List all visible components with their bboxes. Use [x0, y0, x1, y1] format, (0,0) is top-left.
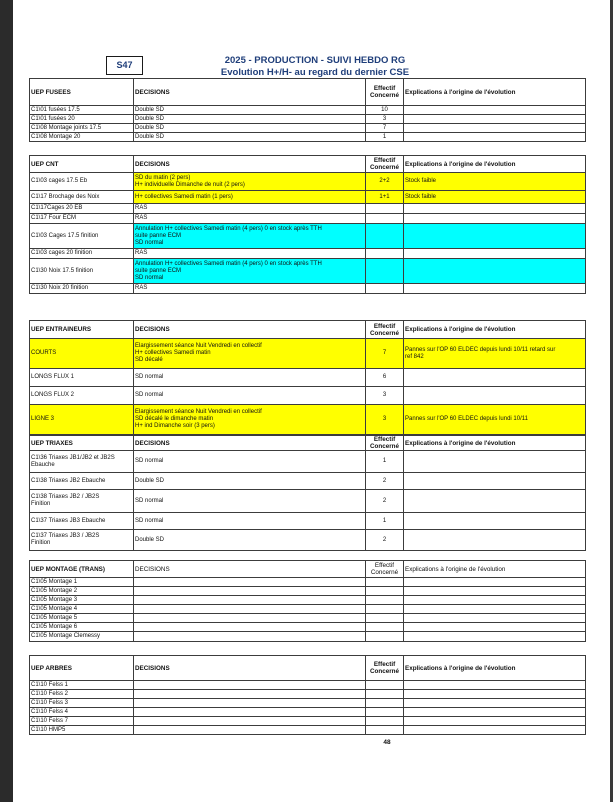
explanation-cell [404, 204, 586, 214]
unit-cell: C1\05 Montage 4 [30, 605, 134, 614]
table-row [30, 726, 586, 735]
document-title: 2025 - PRODUCTION - SUIVI HEBDO RG [224, 55, 406, 66]
table-row [30, 614, 586, 623]
explanation-cell [404, 632, 586, 642]
decisions-header: DECISIONS [134, 656, 366, 681]
decisions-header: DECISIONS [134, 79, 366, 106]
unit-cell: C1\05 Montage 5 [30, 614, 134, 623]
unit-cell: LIGNE 3 [30, 405, 134, 435]
explanation-cell [404, 249, 586, 259]
unit-cell: C1\10 Felss 3 [30, 699, 134, 708]
decision-cell: SD normal [134, 387, 366, 405]
headcount-header: Effectif Concerné [366, 436, 404, 451]
decision-cell [134, 596, 366, 605]
decision-cell [134, 726, 366, 735]
headcount-cell [366, 623, 404, 632]
unit-cell: LONGS FLUX 1 [30, 369, 134, 387]
explanation-header: Explications à l'origine de l'évolution [404, 79, 586, 106]
headcount-cell [366, 681, 404, 690]
section-table [29, 560, 586, 642]
headcount-cell: 7 [366, 124, 404, 133]
table-row [30, 623, 586, 632]
table-row [30, 578, 586, 587]
explanation-header: Explications à l'origine de l'évolution [404, 156, 586, 173]
table-row [30, 259, 586, 284]
table-row [30, 387, 586, 405]
table-row [30, 690, 586, 699]
headcount-cell: 2 [366, 530, 404, 551]
headcount-cell: 2 [366, 473, 404, 490]
decision-cell: Elargissement séance Nuit Vendredi en collectif H+ collectives Samedi matin SD décalé [134, 339, 366, 369]
section-table [29, 155, 586, 294]
decision-cell: Double SD [134, 133, 366, 142]
table-row [30, 490, 586, 513]
headcount-cell [366, 259, 404, 284]
week-label-box: S47 [106, 56, 143, 75]
table-row [30, 106, 586, 115]
unit-cell: C1\05 Montage 6 [30, 623, 134, 632]
decision-cell: RAS [134, 204, 366, 214]
explanation-cell [404, 124, 586, 133]
decision-cell: Elargissement séance Nuit Vendredi en collectif SD décalé le dimanche matin H+ ind Dimanche soir (3 pers) [134, 405, 366, 435]
viewer-left-edge [0, 0, 13, 802]
decision-cell: SD normal [134, 451, 366, 473]
unit-cell: C1\17Cages 20 EB [30, 204, 134, 214]
unit-cell: C1\17 Brochage des Noix [30, 191, 134, 204]
section-header-row [30, 79, 586, 106]
headcount-cell [366, 214, 404, 224]
unit-header: UEP FUSEES [30, 79, 134, 106]
headcount-cell [366, 690, 404, 699]
explanation-cell [404, 284, 586, 294]
explanation-cell [404, 708, 586, 717]
headcount-header: Effectif Concerné [366, 156, 404, 173]
decision-cell: Annulation H+ collectives Samedi matin (4 pers) 0 en stock après TTH suite panne ECM SD normal [134, 224, 366, 249]
unit-cell: C1\36 Triaxes JB1/JB2 et JB2S Ebauche [30, 451, 134, 473]
unit-header: UEP ENTRAINEURS [30, 321, 134, 339]
decisions-header: DECISIONS [134, 561, 366, 578]
explanation-cell [404, 473, 586, 490]
headcount-cell: 1 [366, 513, 404, 530]
section-table [29, 78, 586, 142]
table-row [30, 204, 586, 214]
unit-cell: C1\10 Felss 7 [30, 717, 134, 726]
explanation-cell [404, 106, 586, 115]
explanation-cell [404, 726, 586, 735]
decision-cell [134, 587, 366, 596]
decision-cell [134, 708, 366, 717]
explanation-header: Explications à l'origine de l'évolution [404, 321, 586, 339]
decision-cell: SD normal [134, 490, 366, 513]
explanation-cell [404, 115, 586, 124]
decision-cell: RAS [134, 214, 366, 224]
explanation-cell [404, 623, 586, 632]
headcount-header: Effectif Concerné [366, 561, 404, 578]
headcount-cell: 3 [366, 115, 404, 124]
section-header-row [30, 656, 586, 681]
decision-cell [134, 681, 366, 690]
table-row [30, 115, 586, 124]
headcount-header: Effectif Concerné [366, 656, 404, 681]
headcount-cell: 3 [366, 387, 404, 405]
unit-cell: C1\08 Montage joints 17.5 [30, 124, 134, 133]
explanation-cell [404, 605, 586, 614]
table-row [30, 133, 586, 142]
decision-cell: RAS [134, 284, 366, 294]
table-row [30, 530, 586, 551]
document-subtitle: Evolution H+/H- au regard du dernier CSE [220, 67, 410, 78]
table-row [30, 632, 586, 642]
section-table [29, 655, 586, 735]
explanation-cell [404, 387, 586, 405]
table-row [30, 513, 586, 530]
headcount-cell: 1 [366, 133, 404, 142]
headcount-cell [366, 224, 404, 249]
unit-cell: LONGS FLUX 2 [30, 387, 134, 405]
explanation-cell [404, 717, 586, 726]
unit-cell: C1\05 Montage 2 [30, 587, 134, 596]
unit-cell: C1\10 HMP5 [30, 726, 134, 735]
unit-header: UEP TRIAXES [30, 436, 134, 451]
explanation-cell [404, 614, 586, 623]
decisions-header: DECISIONS [134, 156, 366, 173]
unit-cell: COURTS [30, 339, 134, 369]
unit-cell: C1\38 Triaxes JB2 Ebauche [30, 473, 134, 490]
table-row [30, 369, 586, 387]
explanation-cell [404, 699, 586, 708]
headcount-cell [366, 614, 404, 623]
table-row [30, 124, 586, 133]
headcount-cell [366, 726, 404, 735]
decision-cell: Double SD [134, 530, 366, 551]
section-table [29, 435, 586, 551]
headcount-cell: 3 [366, 405, 404, 435]
explanation-cell [404, 681, 586, 690]
explanation-cell: Pannes sur l'OP 60 ELDEC depuis lundi 10/11 retard sur ref 842 [404, 339, 586, 369]
unit-cell: C1\38 Triaxes JB2 / JB2S Finition [30, 490, 134, 513]
decision-cell: Double SD [134, 115, 366, 124]
table-row [30, 173, 586, 191]
unit-header: UEP CNT [30, 156, 134, 173]
explanation-cell [404, 369, 586, 387]
table-row [30, 605, 586, 614]
explanation-cell [404, 530, 586, 551]
decision-cell: Double SD [134, 124, 366, 133]
section-table [29, 320, 586, 435]
headcount-cell: 2 [366, 490, 404, 513]
explanation-cell: Stock faible [404, 173, 586, 191]
decision-cell [134, 717, 366, 726]
section-header-row [30, 321, 586, 339]
headcount-cell [366, 204, 404, 214]
explanation-cell [404, 587, 586, 596]
table-row [30, 587, 586, 596]
headcount-cell [366, 717, 404, 726]
headcount-cell: 10 [366, 106, 404, 115]
decision-cell [134, 614, 366, 623]
explanation-header: Explications à l'origine de l'évolution [404, 561, 586, 578]
table-row [30, 681, 586, 690]
table-row [30, 249, 586, 259]
decision-cell [134, 623, 366, 632]
table-row [30, 224, 586, 249]
explanation-header: Explications à l'origine de l'évolution [404, 656, 586, 681]
explanation-cell: Pannes sur l'OP 60 ELDEC depuis lundi 10/11 [404, 405, 586, 435]
unit-cell: C1\10 Felss 2 [30, 690, 134, 699]
headcount-cell [366, 284, 404, 294]
table-row [30, 717, 586, 726]
unit-cell: C1\10 Felss 4 [30, 708, 134, 717]
decisions-header: DECISIONS [134, 321, 366, 339]
headcount-cell [366, 249, 404, 259]
decision-cell: Double SD [134, 473, 366, 490]
unit-cell: C1\05 Montage 1 [30, 578, 134, 587]
headcount-cell: 1+1 [366, 191, 404, 204]
unit-cell: C1\10 Felss 1 [30, 681, 134, 690]
section-header-row [30, 561, 586, 578]
decision-cell: SD normal [134, 513, 366, 530]
table-row [30, 284, 586, 294]
unit-cell: C1\37 Triaxes JB3 Ebauche [30, 513, 134, 530]
headcount-cell [366, 699, 404, 708]
explanation-cell [404, 490, 586, 513]
unit-cell: C1\05 Montage Clemessy [30, 632, 134, 642]
explanation-cell [404, 578, 586, 587]
headcount-cell: 1 [366, 451, 404, 473]
unit-cell: C1\03 Cages 17.5 finition [30, 224, 134, 249]
table-row [30, 451, 586, 473]
unit-cell: C1\03 cages 20 finition [30, 249, 134, 259]
headcount-cell [366, 708, 404, 717]
decision-cell [134, 632, 366, 642]
table-row [30, 699, 586, 708]
decision-cell: Annulation H+ collectives Samedi matin (4 pers) 0 en stock après TTH suite panne ECM SD normal [134, 259, 366, 284]
explanation-cell [404, 451, 586, 473]
unit-header: UEP MONTAGE (TRANS) [30, 561, 134, 578]
table-row [30, 708, 586, 717]
table-row [30, 473, 586, 490]
decision-cell [134, 578, 366, 587]
table-row [30, 191, 586, 204]
unit-cell: C1\01 fusées 17.5 [30, 106, 134, 115]
unit-cell: C1\01 fusées 20 [30, 115, 134, 124]
explanation-cell [404, 214, 586, 224]
decision-cell: SD du matin (2 pers) H+ individuelle Dimanche de nuit (2 pers) [134, 173, 366, 191]
table-row [30, 405, 586, 435]
explanation-header: Explications à l'origine de l'évolution [404, 436, 586, 451]
explanation-cell [404, 513, 586, 530]
headcount-cell [366, 578, 404, 587]
unit-cell: C1\17 Four ECM [30, 214, 134, 224]
decision-cell: RAS [134, 249, 366, 259]
explanation-cell [404, 224, 586, 249]
decision-cell: Double SD [134, 106, 366, 115]
unit-cell: C1\30 Noix 20 finition [30, 284, 134, 294]
unit-cell: C1\08 Montage 20 [30, 133, 134, 142]
table-row [30, 596, 586, 605]
unit-cell: C1\03 cages 17.5 Eb [30, 173, 134, 191]
headcount-header: Effectif Concerné [366, 321, 404, 339]
explanation-cell [404, 259, 586, 284]
decision-cell [134, 605, 366, 614]
unit-cell: C1\37 Triaxes JB3 / JB2S Finition [30, 530, 134, 551]
headcount-header: Effectif Concerné [366, 79, 404, 106]
headcount-cell [366, 605, 404, 614]
decision-cell: H+ collectives Samedi matin (1 pers) [134, 191, 366, 204]
unit-cell: C1\05 Montage 3 [30, 596, 134, 605]
decision-cell [134, 699, 366, 708]
headcount-cell: 7 [366, 339, 404, 369]
headcount-cell: 6 [366, 369, 404, 387]
headcount-cell [366, 587, 404, 596]
explanation-cell [404, 596, 586, 605]
unit-header: UEP ARBRES [30, 656, 134, 681]
explanation-cell [404, 133, 586, 142]
explanation-cell [404, 690, 586, 699]
page-number: 48 [383, 739, 391, 746]
section-header-row [30, 436, 586, 451]
headcount-cell: 2+2 [366, 173, 404, 191]
headcount-cell [366, 632, 404, 642]
decision-cell: SD normal [134, 369, 366, 387]
unit-cell: C1\30 Noix 17.5 finition [30, 259, 134, 284]
headcount-cell [366, 596, 404, 605]
explanation-cell: Stock faible [404, 191, 586, 204]
table-row [30, 214, 586, 224]
section-header-row [30, 156, 586, 173]
decisions-header: DECISIONS [134, 436, 366, 451]
table-row [30, 339, 586, 369]
decision-cell [134, 690, 366, 699]
